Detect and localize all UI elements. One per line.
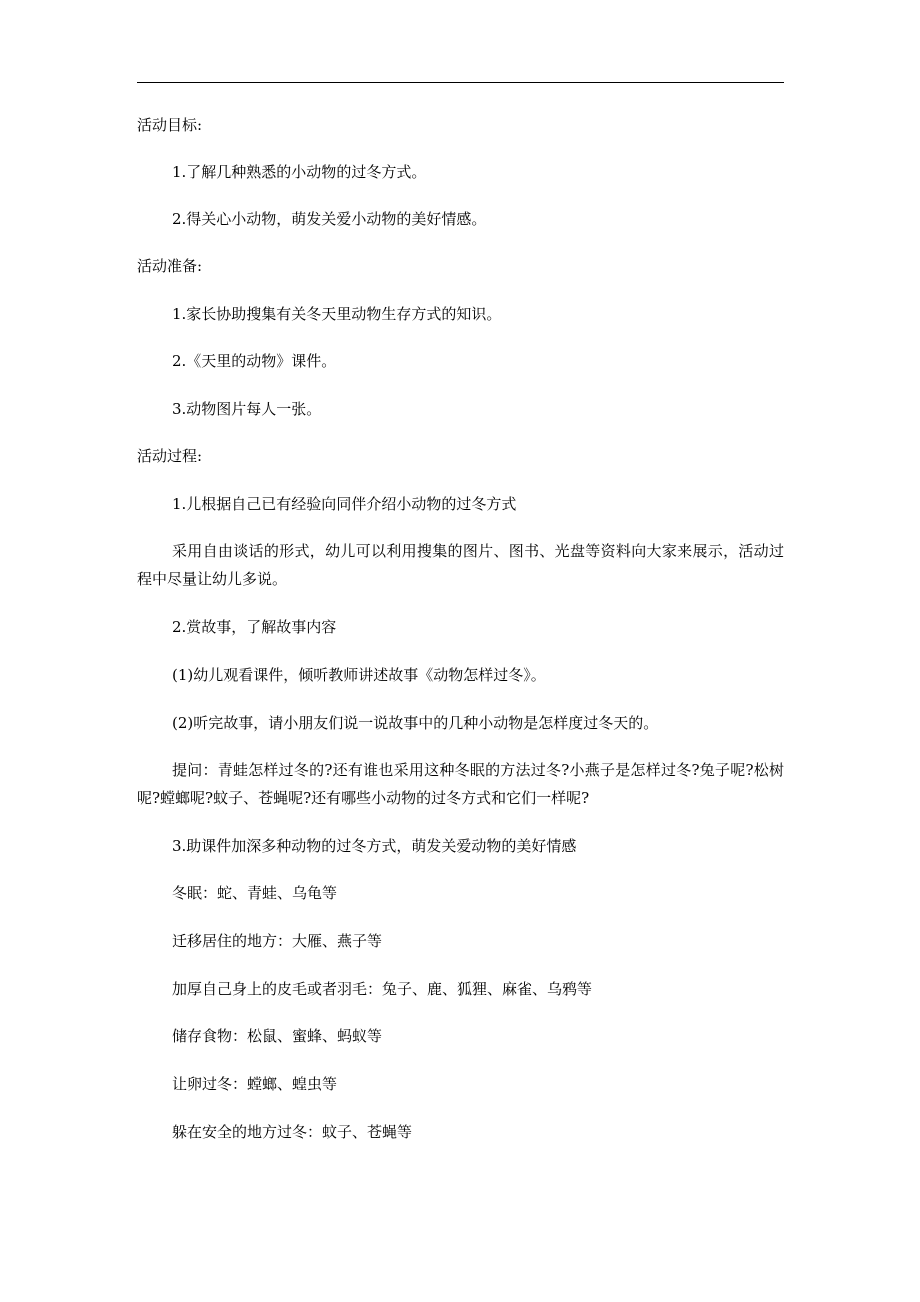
heading-process: 活动过程:: [137, 447, 203, 465]
heading-goal: 活动目标:: [137, 116, 203, 134]
header-rule: [137, 82, 784, 83]
process-step-1: 1.儿根据自己已有经验向同伴介绍小动物的过冬方式: [172, 495, 517, 513]
process-step-2b: (2)听完故事，请小朋友们说一说故事中的几种小动物是怎样度过冬天的。: [172, 714, 659, 732]
prep-item-2: 2.《天里的动物》课件。: [172, 352, 337, 370]
process-step-1-detail: 采用自由谈话的形式，幼儿可以利用搜集的图片、图书、光盘等资料向大家来展示，活动过程中尽量让幼儿多说。: [137, 542, 784, 588]
process-step-2a: (1)幼儿观看课件，倾听教师讲述故事《动物怎样过冬》。: [172, 666, 546, 684]
way-item-2: 迁移居住的地方：大雁、燕子等: [172, 932, 383, 950]
way-item-4: 储存食物：松鼠、蜜蜂、蚂蚁等: [172, 1027, 383, 1045]
goal-item-2: 2.得关心小动物，萌发关爱小动物的美好情感。: [172, 210, 487, 228]
process-step-2: 2.赏故事，了解故事内容: [172, 618, 337, 636]
prep-item-1: 1.家长协助搜集有关冬天里动物生存方式的知识。: [172, 305, 502, 323]
goal-item-1: 1.了解几种熟悉的小动物的过冬方式。: [172, 163, 427, 181]
way-item-1: 冬眠：蛇、青蛙、乌龟等: [172, 884, 338, 902]
way-item-5: 让卵过冬：螳螂、蝗虫等: [172, 1075, 338, 1093]
prep-item-3: 3.动物图片每人一张。: [172, 400, 322, 418]
process-step-3: 3.助课件加深多种动物的过冬方式，萌发关爱动物的美好情感: [172, 837, 577, 855]
question-paragraph: 提问：青蛙怎样过冬的?还有谁也采用这种冬眠的方法过冬?小燕子是怎样过冬?兔子呢?松树呢?螳螂呢?蚊子、苍蝇呢?还有哪些小动物的过冬方式和它们一样呢?: [137, 761, 784, 807]
way-item-6: 躲在安全的地方过冬：蚊子、苍蝇等: [172, 1123, 413, 1141]
way-item-3: 加厚自己身上的皮毛或者羽毛：兔子、鹿、狐狸、麻雀、乌鸦等: [172, 980, 593, 998]
heading-prep: 活动准备:: [137, 257, 203, 275]
